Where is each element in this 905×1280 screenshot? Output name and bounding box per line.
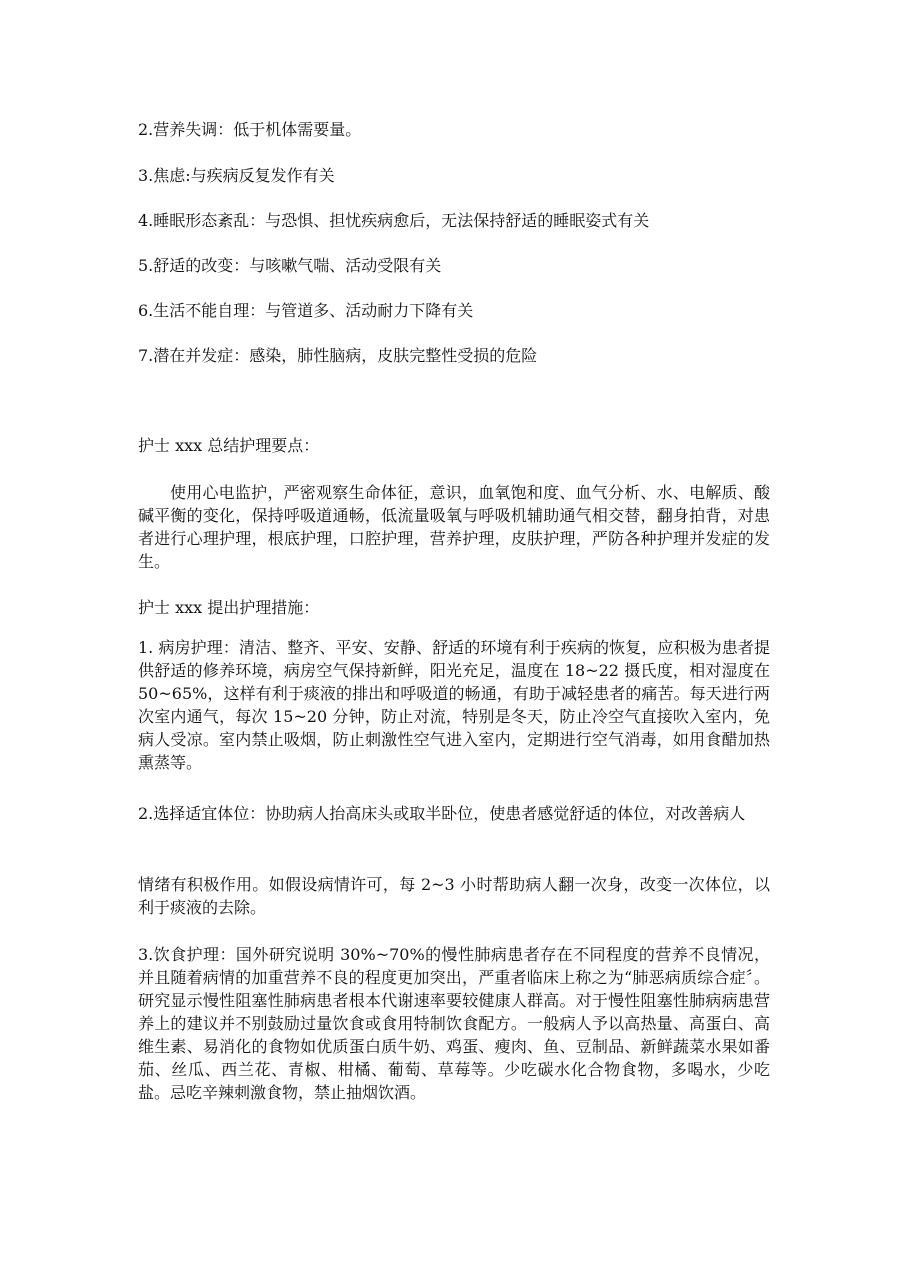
diagnosis-item-6: 6.生活不能自理：与管道多、活动耐力下降有关: [138, 301, 474, 320]
measure-item-1: 1. 病房护理：清洁、整齐、平安、安静、舒适的环境有利于疾病的恢复，应积极为患者提供舒适的修养环境，病房空气保持新鲜，阳光充足，温度在 18~22 摄氏度，相对湿度在 50~65%，这样有利于痰液的排出和呼吸道的畅通，有助于减轻患者的痛苦。每天进行两次室内通气，每次 15~20 分钟，防止对流，特别是冬天，防止冷空气直接吹入室内，免病人受凉。室内禁止吸烟，防止刺激性空气进入室内，定期进行空气消毒，如用食醋加热熏蒸等。: [138, 638, 770, 772]
diagnosis-item-3: 3.焦虑:与疾病反复发作有关: [138, 166, 335, 185]
measure-item-2: 2.选择适宜体位：协助病人抬高床头或取半卧位，使患者感觉舒适的体位，对改善病人: [138, 804, 746, 823]
summary-heading: 护士 xxx 总结护理要点：: [138, 436, 320, 455]
diagnosis-item-5: 5.舒适的改变：与咳嗽气喘、活动受限有关: [138, 256, 442, 275]
measures-heading: 护士 xxx 提出护理措施：: [138, 598, 320, 617]
summary-body: 使用心电监护，严密观察生命体征，意识，血氧饱和度、血气分析、水、电解质、酸碱平衡的变化，保持呼吸道通畅，低流量吸氧与呼吸机辅助通气相交替，翻身拍背，对患者进行心理护理，根底护理，口腔护理，营养护理，皮肤护理，严防各种护理并发症的发生。: [138, 483, 770, 571]
measure-item-2-continued: 情绪有积极作用。如假设病情许可，每 2~3 小时帮助病人翻一次身，改变一次体位，以利于痰液的去除。: [138, 875, 770, 917]
measure-item-3: 3.饮食护理：国外研究说明 30%~70%的慢性肺病患者存在不同程度的营养不良情况，并且随着病情的加重营养不良的程度更加突出，严重者临床上称之为“肺恶病质综合症〞。研究显示慢性阻塞性肺病患者根本代谢速率要较健康人群高。对于慢性阻塞性肺病病患营养上的建议并不别鼓励过量饮食或食用特制饮食配方。一般病人予以高热量、高蛋白、高维生素、易消化的食物如优质蛋白质牛奶、鸡蛋、瘦肉、鱼、豆制品、新鲜蔬菜水果如番茄、丝瓜、西兰花、青椒、柑橘、葡萄、草莓等。少吃碳水化合物食物，多喝水，少吃盐。忌吃辛辣刺激食物，禁止抽烟饮酒。: [138, 945, 770, 1102]
diagnosis-item-2: 2.营养失调：低于机体需要量。: [138, 120, 362, 139]
diagnosis-item-4: 4.睡眠形态紊乱：与恐惧、担忧疾病愈后，无法保持舒适的睡眠姿式有关: [138, 211, 650, 230]
diagnosis-item-7: 7.潜在并发症：感染，肺性脑病，皮肤完整性受损的危险: [138, 346, 538, 365]
